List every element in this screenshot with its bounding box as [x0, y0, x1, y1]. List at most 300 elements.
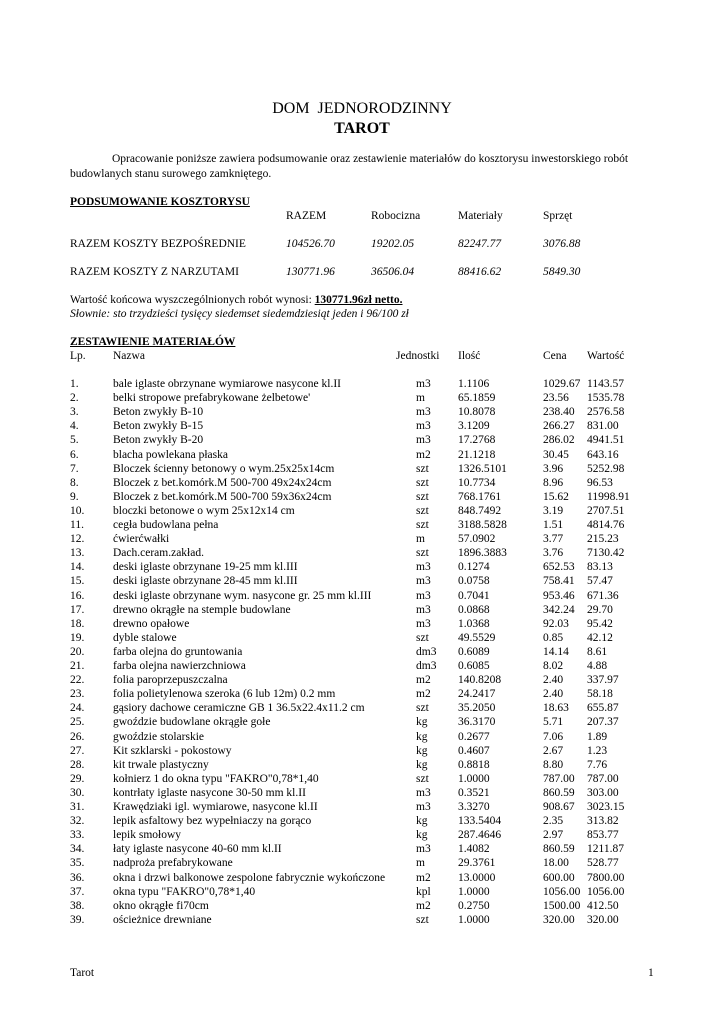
item-price: 238.40	[543, 406, 575, 419]
item-unit: szt	[416, 504, 429, 517]
item-price: 1056.00	[543, 885, 581, 898]
item-price: 286.02	[543, 434, 575, 447]
item-unit: szt	[416, 547, 429, 560]
item-unit: m2	[416, 674, 431, 687]
table-row	[0, 801, 724, 815]
item-unit: kg	[416, 730, 428, 743]
item-price: 342.24	[543, 603, 575, 616]
page-number: 1	[648, 967, 654, 979]
summary-value: 36506.04	[371, 266, 415, 278]
item-price: 758.41	[543, 575, 575, 588]
summary-value: 5849.30	[543, 266, 581, 278]
item-lp: 14.	[70, 561, 85, 574]
item-price: 14.14	[543, 645, 569, 658]
item-quantity: 1.0000	[458, 772, 490, 785]
item-value: 1.89	[587, 730, 608, 743]
item-price: 2.67	[543, 744, 564, 757]
item-quantity: 0.0868	[458, 603, 490, 616]
item-unit: m	[416, 533, 425, 546]
item-value: 303.00	[587, 786, 619, 799]
item-value: 42.12	[587, 631, 613, 644]
item-quantity: 36.3170	[458, 716, 496, 729]
item-name: folia polietylenowa szeroka (6 lub 12m) 0.2 mm	[113, 688, 336, 701]
summary-value: 82247.77	[458, 238, 502, 250]
item-quantity: 21.1218	[458, 448, 496, 461]
item-name: ościeżnice drewniane	[113, 913, 212, 926]
item-price: 860.59	[543, 843, 575, 856]
item-unit: kg	[416, 716, 428, 729]
item-value: 1211.87	[587, 843, 624, 856]
item-lp: 7.	[70, 462, 79, 475]
item-unit: kpl	[416, 885, 431, 898]
table-row	[0, 857, 724, 871]
item-price: 908.67	[543, 801, 575, 813]
item-name: Krawędziaki igl. wymiarowe, nasycone kl.II	[113, 801, 318, 813]
item-value: 57.47	[587, 575, 613, 588]
item-lp: 19.	[70, 631, 85, 644]
item-name: gwoździe budowlane okrągłe gołe	[113, 716, 271, 729]
item-lp: 37.	[70, 885, 85, 898]
item-value: 7.76	[587, 758, 608, 771]
item-name: dyble stalowe	[113, 631, 177, 644]
item-quantity: 57.0902	[458, 533, 496, 546]
item-name: drewno opałowe	[113, 617, 190, 630]
item-quantity: 10.7734	[458, 476, 496, 489]
item-value: 1535.78	[587, 392, 625, 405]
item-lp: 15.	[70, 575, 85, 588]
materials-header-row	[0, 350, 724, 364]
item-value: 4941.51	[587, 434, 625, 447]
item-name: cegła budowlana pełna	[113, 519, 219, 531]
item-name: Beton zwykły B-20	[113, 434, 204, 447]
item-quantity: 65.1859	[458, 392, 496, 405]
table-row	[0, 505, 724, 519]
item-quantity: 133.5404	[458, 815, 502, 828]
item-lp: 12.	[70, 533, 85, 546]
item-price: 860.59	[543, 786, 575, 799]
table-row	[0, 463, 724, 477]
item-lp: 17.	[70, 603, 85, 616]
item-unit: kg	[416, 744, 428, 757]
item-unit: m3	[416, 617, 431, 630]
item-price: 8.80	[543, 758, 564, 771]
table-row	[0, 590, 724, 604]
item-value: 655.87	[587, 702, 619, 715]
item-lp: 35.	[70, 857, 85, 870]
item-quantity: 0.2677	[458, 730, 490, 743]
item-value: 2707.51	[587, 504, 625, 517]
item-quantity: 35.2050	[458, 702, 496, 715]
item-quantity: 0.0758	[458, 575, 490, 588]
table-row	[0, 646, 724, 660]
table-row	[0, 632, 724, 646]
item-quantity: 0.3521	[458, 786, 490, 799]
item-lp: 4.	[70, 420, 79, 433]
item-price: 23.56	[543, 392, 569, 405]
item-name: łaty iglaste nasycone 40-60 mm kl.II	[113, 843, 282, 856]
summary-header-sprzet: Sprzęt	[543, 210, 573, 222]
item-lp: 36.	[70, 871, 85, 884]
item-price: 0.85	[543, 631, 564, 644]
item-quantity: 3.3270	[458, 801, 490, 813]
document-title: DOM JEDNORODZINNY	[272, 100, 452, 117]
item-price: 5.71	[543, 716, 564, 729]
item-price: 2.97	[543, 829, 564, 842]
item-name: Bloczek z bet.komórk.M 500-700 49x24x24cm	[113, 476, 332, 489]
item-price: 7.06	[543, 730, 564, 743]
item-lp: 18.	[70, 617, 85, 630]
table-row	[0, 914, 724, 928]
item-name: Beton zwykły B-10	[113, 406, 204, 419]
item-unit: szt	[416, 519, 429, 531]
table-row	[0, 547, 724, 561]
item-name: drewno okrągłe na stemple budowlane	[113, 603, 291, 616]
item-name: gąsiory dachowe ceramiczne GB 1 36.5x22.4x11.2 cm	[113, 702, 365, 715]
header-unit: Jednostki	[396, 350, 440, 362]
item-lp: 3.	[70, 406, 79, 419]
item-value: 320.00	[587, 913, 619, 926]
final-value-amount: 130771.96zł netto.	[314, 294, 403, 306]
item-quantity: 17.2768	[458, 434, 496, 447]
item-unit: m3	[416, 801, 431, 813]
table-row	[0, 900, 724, 914]
summary-row-label: RAZEM KOSZTY BEZPOŚREDNIE	[70, 238, 246, 250]
item-price: 1.51	[543, 519, 564, 531]
item-value: 1.23	[587, 744, 608, 757]
item-name: nadproża prefabrykowane	[113, 857, 233, 870]
item-lp: 29.	[70, 772, 85, 785]
item-name: Beton zwykły B-15	[113, 420, 204, 433]
item-value: 8.61	[587, 645, 608, 658]
item-price: 18.00	[543, 857, 569, 870]
item-quantity: 3188.5828	[458, 519, 507, 531]
item-name: Dach.ceram.zakład.	[113, 547, 204, 560]
table-row	[0, 491, 724, 505]
table-row	[0, 773, 724, 787]
item-name: gwoździe stolarskie	[113, 730, 205, 743]
summary-row-label: RAZEM KOSZTY Z NARZUTAMI	[70, 266, 239, 278]
item-quantity: 848.7492	[458, 504, 502, 517]
item-unit: m2	[416, 899, 431, 912]
item-value: 1143.57	[587, 378, 624, 390]
item-unit: m2	[416, 688, 431, 701]
header-lp: Lp.	[70, 350, 86, 362]
item-price: 320.00	[543, 913, 575, 926]
item-price: 8.02	[543, 660, 564, 672]
item-name: okno okrągłe fi70cm	[113, 899, 209, 912]
item-value: 215.23	[587, 533, 619, 546]
item-quantity: 13.0000	[458, 871, 496, 884]
item-unit: m3	[416, 589, 431, 602]
item-unit: dm3	[416, 660, 437, 672]
item-value: 4814.76	[587, 519, 625, 531]
item-quantity: 0.6089	[458, 645, 490, 658]
table-row	[0, 604, 724, 618]
item-price: 266.27	[543, 420, 575, 433]
item-value: 58.18	[587, 688, 613, 701]
table-row	[0, 731, 724, 745]
item-lp: 24.	[70, 702, 85, 715]
item-name: bale iglaste obrzynane wymiarowe nasycone kl.II	[113, 378, 341, 390]
table-row	[0, 392, 724, 406]
item-name: deski iglaste obrzynane 28-45 mm kl.III	[113, 575, 298, 588]
item-lp: 8.	[70, 476, 79, 489]
item-price: 2.35	[543, 815, 564, 828]
item-lp: 34.	[70, 843, 85, 856]
item-price: 3.76	[543, 547, 564, 560]
item-lp: 6.	[70, 448, 79, 461]
summary-value: 19202.05	[371, 238, 415, 250]
item-name: kit trwale plastyczny	[113, 758, 209, 771]
item-price: 2.40	[543, 674, 564, 687]
item-price: 1029.67	[543, 378, 581, 390]
item-lp: 38.	[70, 899, 85, 912]
item-unit: m	[416, 392, 425, 405]
item-quantity: 140.8208	[458, 674, 502, 687]
item-quantity: 0.2750	[458, 899, 490, 912]
item-quantity: 0.6085	[458, 660, 490, 672]
summary-value: 88416.62	[458, 266, 502, 278]
item-quantity: 29.3761	[458, 857, 496, 870]
item-unit: szt	[416, 631, 429, 644]
item-price: 3.19	[543, 504, 564, 517]
item-value: 412.50	[587, 899, 619, 912]
item-unit: dm3	[416, 645, 437, 658]
table-row	[0, 561, 724, 575]
header-qty: Ilość	[458, 350, 481, 362]
item-unit: m3	[416, 378, 431, 390]
summary-value: 130771.96	[286, 266, 335, 278]
item-price: 8.96	[543, 476, 564, 489]
item-unit: szt	[416, 702, 429, 715]
item-lp: 39.	[70, 913, 85, 926]
table-row	[0, 674, 724, 688]
item-quantity: 0.1274	[458, 561, 490, 574]
table-row	[0, 406, 724, 420]
item-price: 787.00	[543, 772, 575, 785]
item-lp: 2.	[70, 392, 79, 405]
item-value: 7800.00	[587, 871, 625, 884]
item-unit: szt	[416, 490, 429, 503]
table-row	[0, 829, 724, 843]
item-name: okna i drzwi balkonowe zespolone fabrycznie wykończone	[113, 871, 386, 884]
item-price: 3.77	[543, 533, 564, 546]
intro-paragraph: Opracowanie poniższe zawiera podsumowanie oraz zestawienie materiałów do kosztorysu inwestorskiego robót budowlanych stanu surowego zamkniętego.	[70, 153, 629, 180]
item-price: 600.00	[543, 871, 575, 884]
item-value: 643.16	[587, 448, 619, 461]
amount-in-words: Słownie: sto trzydzieści tysięcy siedemset siedemdziesiąt jeden i 96/100 zł	[70, 308, 409, 320]
item-name: okna typu "FAKRO"0,78*1,40	[113, 885, 256, 898]
item-value: 207.37	[587, 716, 619, 729]
item-value: 853.77	[587, 829, 619, 842]
final-value-prefix: Wartość końcowa wyszczególnionych robót wynosi:	[70, 294, 315, 306]
table-row	[0, 420, 724, 434]
item-name: Bloczek z bet.komórk.M 500-700 59x36x24cm	[113, 490, 332, 503]
table-row	[0, 434, 724, 448]
item-lp: 33.	[70, 829, 85, 842]
item-price: 30.45	[543, 448, 569, 461]
item-unit: m3	[416, 561, 431, 574]
item-value: 3023.15	[587, 801, 625, 813]
item-unit: m3	[416, 434, 431, 447]
item-unit: szt	[416, 913, 429, 926]
table-row	[0, 575, 724, 589]
item-quantity: 1896.3883	[458, 547, 507, 560]
item-value: 831.00	[587, 420, 619, 433]
summary-value: 3076.88	[543, 238, 581, 250]
item-name: folia paroprzepuszczalna	[113, 674, 228, 687]
item-quantity: 1.1106	[458, 378, 490, 390]
summary-section-title: PODSUMOWANIE KOSZTORYSU	[70, 196, 250, 208]
item-lp: 23.	[70, 688, 85, 701]
item-value: 313.82	[587, 815, 619, 828]
item-price: 15.62	[543, 490, 569, 503]
item-value: 83.13	[587, 561, 613, 574]
item-unit: m2	[416, 871, 431, 884]
item-quantity: 0.8818	[458, 758, 490, 771]
item-name: Bloczek ścienny betonowy o wym.25x25x14cm	[113, 462, 335, 475]
table-row	[0, 759, 724, 773]
item-name: lepik smołowy	[113, 829, 182, 842]
table-row	[0, 716, 724, 730]
item-lp: 16.	[70, 589, 85, 602]
header-value: Wartość	[587, 350, 625, 362]
header-price: Cena	[543, 350, 567, 362]
table-row	[0, 533, 724, 547]
item-name: deski iglaste obrzynane wym. nasycone gr. 25 mm kl.III	[113, 589, 372, 602]
item-lp: 20.	[70, 645, 85, 658]
item-unit: kg	[416, 758, 428, 771]
item-lp: 32.	[70, 815, 85, 828]
table-row	[0, 843, 724, 857]
item-unit: m3	[416, 420, 431, 433]
item-quantity: 24.2417	[458, 688, 496, 701]
item-quantity: 3.1209	[458, 420, 490, 433]
item-quantity: 1.4082	[458, 843, 490, 856]
table-row	[0, 660, 724, 674]
table-row	[0, 702, 724, 716]
item-lp: 25.	[70, 716, 85, 729]
item-quantity: 768.1761	[458, 490, 502, 503]
item-quantity: 1.0000	[458, 885, 490, 898]
header-name: Nazwa	[113, 350, 145, 362]
table-row	[0, 519, 724, 533]
item-unit: m3	[416, 603, 431, 616]
item-lp: 22.	[70, 674, 85, 687]
table-row	[0, 378, 724, 392]
item-name: deski iglaste obrzynane 19-25 mm kl.III	[113, 561, 298, 574]
table-row	[0, 745, 724, 759]
item-price: 652.53	[543, 561, 575, 574]
item-name: ćwierćwałki	[113, 533, 170, 546]
item-name: farba olejna do gruntowania	[113, 645, 243, 658]
footer-left: Tarot	[70, 967, 95, 979]
item-value: 4.88	[587, 660, 608, 672]
item-unit: m2	[416, 448, 431, 461]
item-quantity: 287.4646	[458, 829, 502, 842]
item-price: 953.46	[543, 589, 575, 602]
item-unit: szt	[416, 476, 429, 489]
item-name: farba olejna nawierzchniowa	[113, 660, 246, 672]
summary-header-materialy: Materiały	[458, 210, 503, 222]
item-value: 337.97	[587, 674, 619, 687]
item-lp: 30.	[70, 786, 85, 799]
item-value: 2576.58	[587, 406, 625, 419]
item-price: 92.03	[543, 617, 569, 630]
table-row	[0, 449, 724, 463]
table-row	[0, 815, 724, 829]
item-quantity: 49.5529	[458, 631, 496, 644]
table-row	[0, 872, 724, 886]
item-lp: 21.	[70, 660, 85, 672]
item-quantity: 1326.5101	[458, 462, 507, 475]
summary-header-razem: RAZEM	[286, 210, 327, 222]
summary-header-robocizna: Robocizna	[371, 210, 421, 222]
table-row	[0, 477, 724, 491]
item-unit: szt	[416, 772, 429, 785]
item-unit: m3	[416, 786, 431, 799]
summary-value: 104526.70	[286, 238, 335, 250]
item-value: 5252.98	[587, 462, 625, 475]
item-value: 95.42	[587, 617, 613, 630]
item-value: 787.00	[587, 772, 619, 785]
item-name: kontrłaty iglaste nasycone 30-50 mm kl.II	[113, 786, 306, 799]
item-lp: 10.	[70, 504, 85, 517]
item-lp: 27.	[70, 744, 85, 757]
item-price: 2.40	[543, 688, 564, 701]
item-unit: kg	[416, 815, 428, 828]
item-lp: 1.	[70, 378, 79, 390]
table-row	[0, 787, 724, 801]
item-price: 1500.00	[543, 899, 581, 912]
item-name: kołnierz 1 do okna typu "FAKRO"0,78*1,40	[113, 772, 319, 785]
item-quantity: 1.0000	[458, 913, 490, 926]
item-price: 3.96	[543, 462, 564, 475]
item-unit: kg	[416, 829, 428, 842]
table-row	[0, 688, 724, 702]
final-value-line	[70, 294, 403, 306]
item-quantity: 1.0368	[458, 617, 490, 630]
document-subtitle: TAROT	[334, 120, 390, 137]
item-lp: 31.	[70, 801, 85, 813]
item-value: 671.36	[587, 589, 619, 602]
table-row	[0, 886, 724, 900]
item-price: 18.63	[543, 702, 569, 715]
item-name: blacha powlekana płaska	[113, 448, 228, 461]
item-quantity: 0.4607	[458, 744, 490, 757]
item-lp: 28.	[70, 758, 85, 771]
item-lp: 9.	[70, 490, 79, 503]
item-lp: 11.	[70, 519, 84, 531]
item-quantity: 10.8078	[458, 406, 496, 419]
item-lp: 26.	[70, 730, 85, 743]
item-name: belki stropowe prefabrykowane żelbetowe'	[113, 392, 311, 405]
item-unit: m3	[416, 406, 431, 419]
item-unit: m	[416, 857, 425, 870]
item-name: bloczki betonowe o wym 25x12x14 cm	[113, 504, 295, 517]
item-value: 528.77	[587, 857, 619, 870]
item-unit: m3	[416, 575, 431, 588]
item-quantity: 0.7041	[458, 589, 490, 602]
table-row	[0, 618, 724, 632]
item-value: 7130.42	[587, 547, 625, 560]
item-lp: 13.	[70, 547, 85, 560]
item-lp: 5.	[70, 434, 79, 447]
item-value: 96.53	[587, 476, 613, 489]
item-value: 29.70	[587, 603, 613, 616]
materials-section-title: ZESTAWIENIE MATERIAŁÓW	[70, 336, 236, 348]
item-name: Kit szklarski - pokostowy	[113, 744, 232, 757]
